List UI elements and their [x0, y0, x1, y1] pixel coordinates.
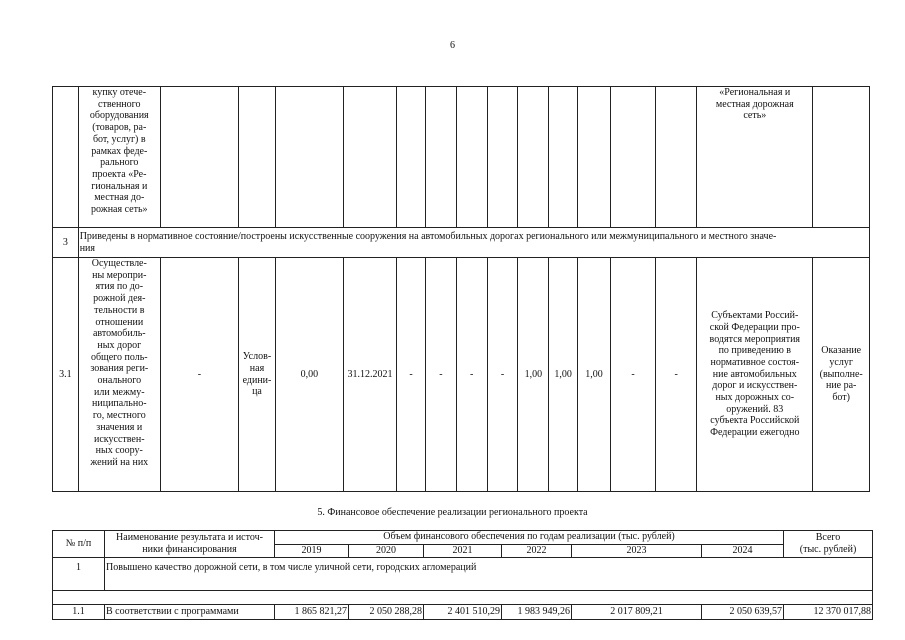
amount-cell: 2 017 809,21	[572, 605, 702, 620]
year-header: 2023	[572, 545, 702, 558]
amount-cell: 2 050 288,28	[349, 605, 424, 620]
result-row	[53, 258, 870, 492]
result-text: Повышено качество дорожной сети, в том числе уличной сети, городских агломераций	[105, 558, 873, 591]
value-cell: -	[610, 258, 655, 492]
value-cell: 1,00	[578, 258, 611, 492]
value-cell: -	[456, 258, 487, 492]
amount-cell: 2 050 639,57	[702, 605, 784, 620]
value-cell: -	[487, 258, 518, 492]
row-number: 1	[53, 558, 105, 591]
amount-cell: 1 865 821,27	[275, 605, 349, 620]
base-date-cell: 31.12.2021	[343, 258, 396, 492]
base-value-cell: 0,00	[275, 258, 343, 492]
row-number: 3	[53, 228, 79, 258]
year-header: 2019	[275, 545, 349, 558]
total-cell: 12 370 017,88	[784, 605, 873, 620]
project-name-cell: «Региональная и местная дорожная сеть»	[697, 87, 813, 228]
description-cell: Субъектами Россий- ской Федерации про- водятся мероприятия по приведению в нормативное состоя- ние автомобильных дорог и искусствен- ных дорожных со- оружений. 83 субъекта Российской Федерации ежегодно	[697, 258, 813, 492]
type-cell: -	[160, 258, 238, 492]
value-cell: 1,00	[549, 258, 578, 492]
value-cell: 1,00	[518, 258, 549, 492]
header-name: Наименование результата и источ- ники финансирования	[105, 531, 275, 558]
kind-cell: Оказание услуг (выполне- ние ра- бот)	[813, 258, 870, 492]
section-text: Приведены в нормативное состояние/построены искусственные сооружения на автомобильных дорогах регионального или межмуниципального и местного значе- ния	[78, 228, 869, 258]
row-number: 3.1	[53, 258, 79, 492]
unit-cell: Услов- ная едини- ца	[238, 258, 275, 492]
value-cell: -	[397, 258, 426, 492]
continuation-row	[53, 87, 870, 228]
header-number: № п/п	[53, 531, 105, 558]
header-total: Всего (тыс. рублей)	[784, 531, 873, 558]
source-row	[53, 605, 873, 620]
page-number: 6	[450, 40, 455, 51]
results-table	[52, 86, 870, 492]
value-cell: -	[656, 258, 697, 492]
year-header: 2021	[424, 545, 502, 558]
section-title: 5. Финансовое обеспечение реализации регионального проекта	[317, 507, 588, 518]
year-header: 2022	[502, 545, 572, 558]
year-header: 2020	[349, 545, 424, 558]
result-row	[53, 558, 873, 591]
amount-cell: 2 401 510,29	[424, 605, 502, 620]
result-name-cell: Осуществле- ны меропри- ятия по до- рожной дея- тельности в отношении автомобиль- ных дорог общего поль- зования реги- онального или межму- ниципально- го, местного значения и искусствен- ных соору- жений на них	[78, 258, 160, 492]
value-cell: -	[425, 258, 456, 492]
financing-table	[52, 530, 873, 620]
source-name: В соответствии с программами	[105, 605, 275, 620]
year-header: 2024	[702, 545, 784, 558]
section-row	[53, 228, 870, 258]
amount-cell: 1 983 949,26	[502, 605, 572, 620]
row-number: 1.1	[53, 605, 105, 620]
result-name-cell: купку отече- ственного оборудования (товаров, ра- бот, услуг) в рамках феде- рального проекта «Ре- гиональная и местная до- рожная сеть»	[78, 87, 160, 228]
header-volume: Объем финансового обеспечения по годам реализации (тыс. рублей)	[275, 531, 784, 545]
